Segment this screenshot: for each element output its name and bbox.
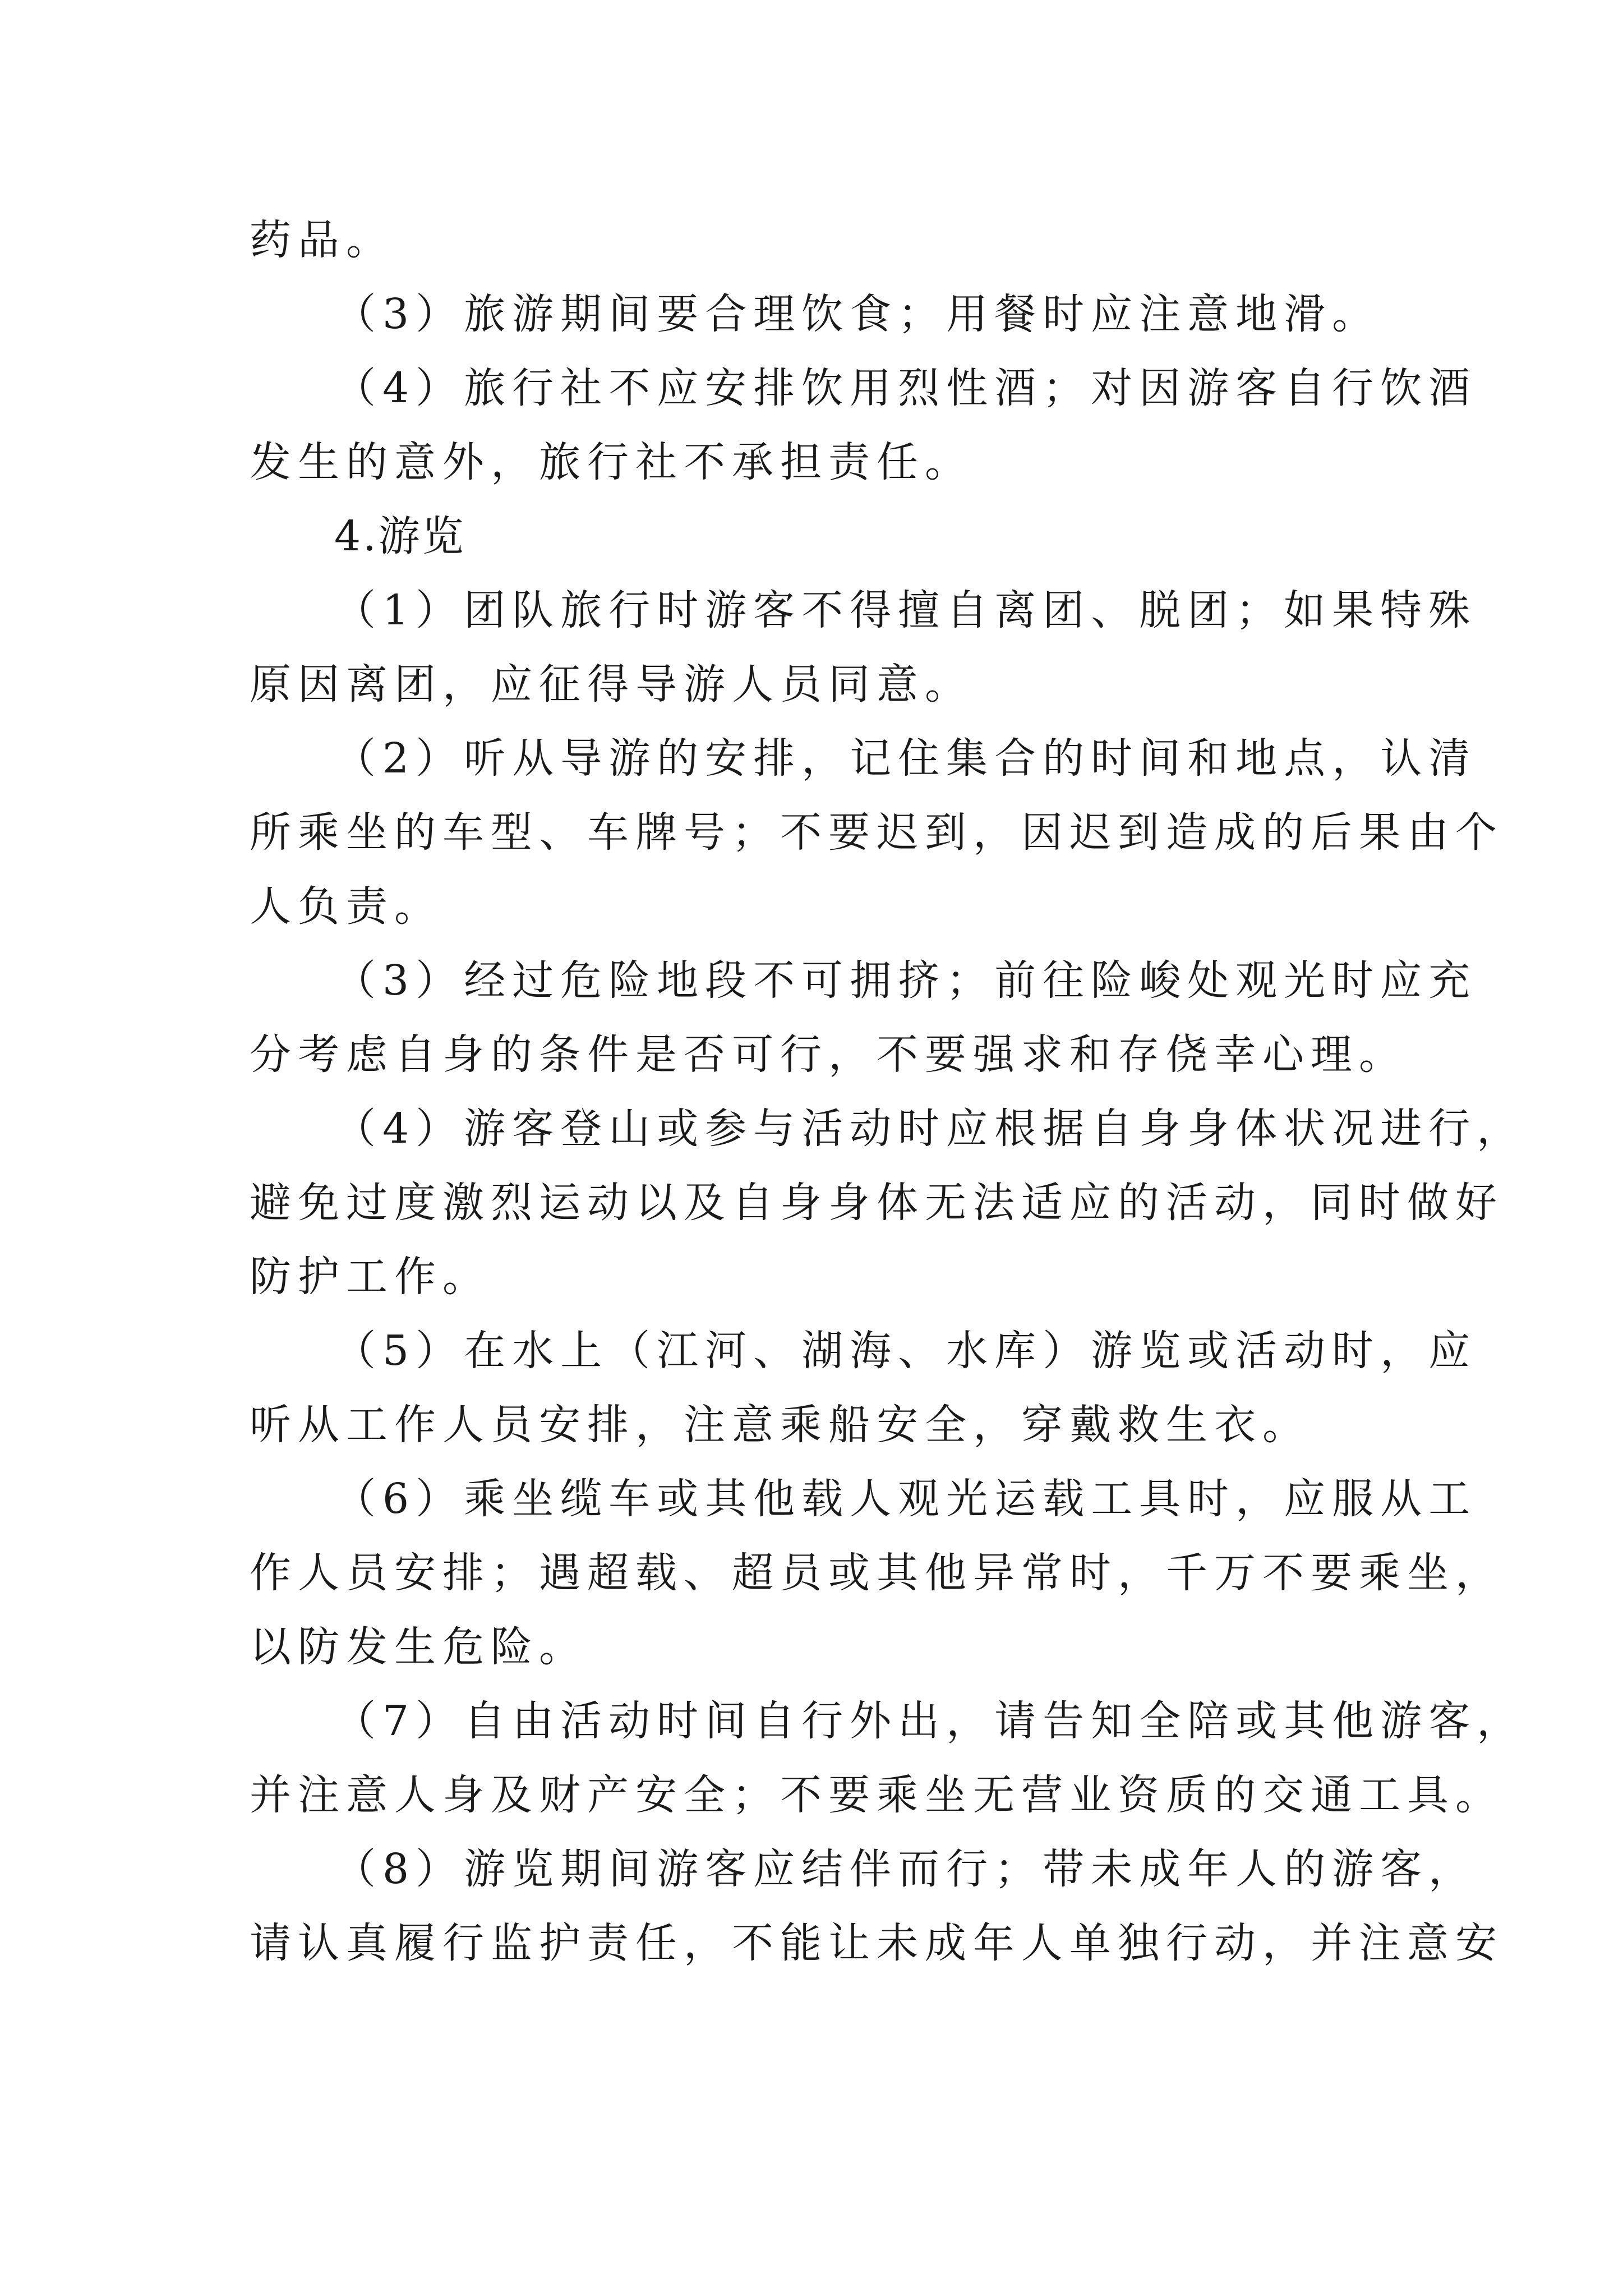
text-line: （6）乘坐缆车或其他载人观光运载工具时，应服从工 — [334, 1475, 1477, 1523]
text-line: （4）游客登山或参与活动时应根据自身身体状况进行， — [334, 1105, 1525, 1153]
text-line: （8）游览期间游客应结伴而行；带未成年人的游客， — [334, 1845, 1477, 1893]
text-line: 发生的意外，旅行社不承担责任。 — [250, 438, 973, 486]
text-line: 作人员安排；遇超载、超员或其他异常时，千万不要乘坐， — [250, 1549, 1504, 1597]
text-line: 分考虑自身的条件是否可行，不要强求和存侥幸心理。 — [250, 1030, 1407, 1079]
text-line: 所乘坐的车型、车牌号；不要迟到，因迟到造成的后果由个 — [250, 808, 1504, 857]
text-line: 并注意人身及财产安全；不要乘坐无营业资质的交通工具。 — [250, 1771, 1504, 1819]
text-line: （3）经过危险地段不可拥挤；前往险峻处观光时应充 — [334, 956, 1477, 1005]
text-line: （2）听从导游的安排，记住集合的时间和地点，认清 — [334, 734, 1477, 783]
text-line: （3）旅游期间要合理饮食；用餐时应注意地滑。 — [334, 290, 1381, 338]
text-line: 人负责。 — [250, 882, 442, 931]
text-line: （4）旅行社不应安排饮用烈性酒；对因游客自行饮酒 — [334, 364, 1477, 412]
text-line: 原因离团，应征得导游人员同意。 — [250, 660, 973, 708]
text-line: （1）团队旅行时游客不得擅自离团、脱团；如果特殊 — [334, 586, 1477, 634]
text-line: 以防发生危险。 — [250, 1623, 587, 1671]
text-line: （5）在水上（江河、湖海、水库）游览或活动时，应 — [334, 1327, 1477, 1375]
text-line: 请认真履行监护责任，不能让未成年人单独行动，并注意安 — [250, 1919, 1504, 1967]
section-heading: 4.游览 — [334, 512, 466, 560]
text-line: 避免过度激烈运动以及自身身体无法适应的活动，同时做好 — [250, 1179, 1504, 1227]
text-line: 药品。 — [250, 216, 394, 264]
text-line: 听从工作人员安排，注意乘船安全，穿戴救生衣。 — [250, 1401, 1311, 1449]
text-line: （7）自由活动时间自行外出，请告知全陪或其他游客， — [334, 1697, 1525, 1745]
text-line: 防护工作。 — [250, 1253, 491, 1301]
